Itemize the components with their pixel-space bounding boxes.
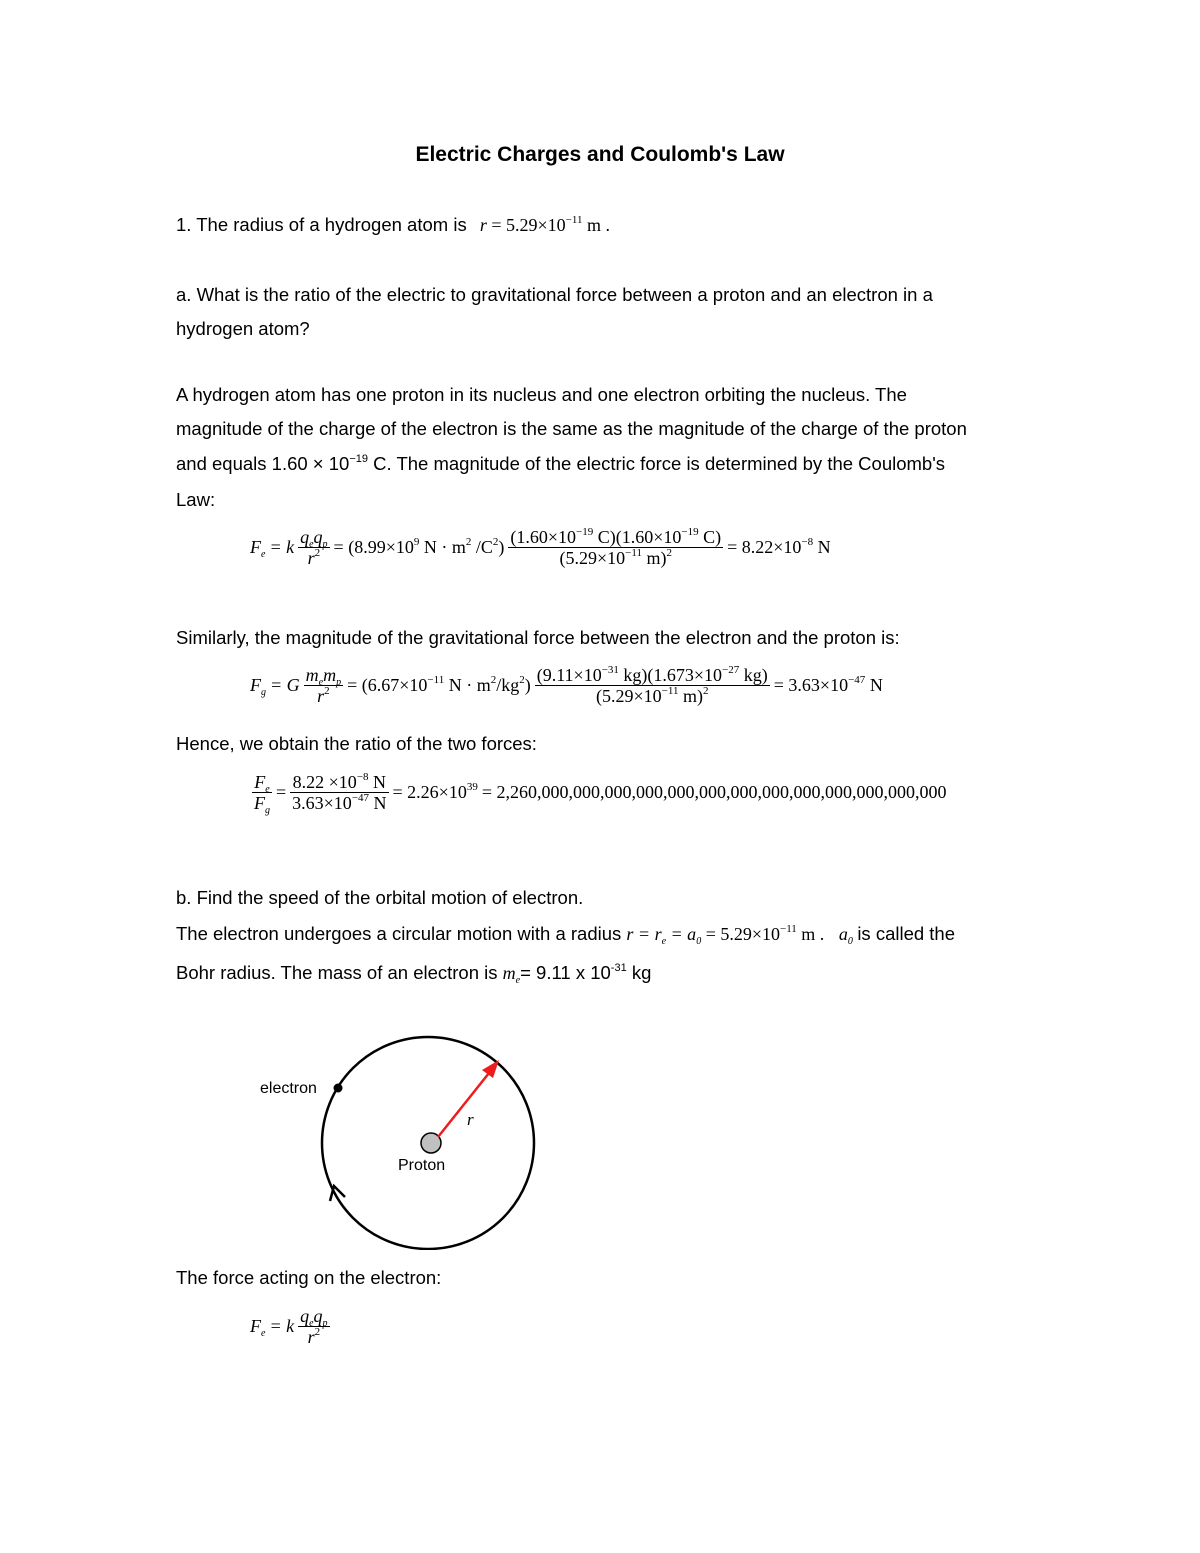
bohr-mass-line: Bohr radius. The mass of an electron is $m_e= 9.11$ x $10^{-31}$ kg [176,962,652,986]
page-title: Electric Charges and Coulomb's Law [415,143,785,166]
bohr-radius-expression: $r = r_e = a_0 = 5.29\times 10^{-11}$ m . $a_0$ [626,923,853,947]
coulomb-equation: $F_e$ = k $\frac{q_eq_p}{r^2}$ = ($8.99\times 10^9$ $N \cdot m^2$ $/C^2$) $\frac{(1.60\times 10^{-19} C)(1.60\times 10^{-19} C)}{(5.29\times 10^{-11} m)^2}$ = $8.22\times 10^{-8}$ N [250,526,831,568]
gravity-equation: $F_g$ = G $\frac{m_em_p}{r^2}$ = ($6.67\times 10^{-11}$ $N \cdot m^2/kg^2$) $\frac{(9.11\times 10^{-31} kg)(1.673\times 10^{-27} kg)}{(5.29\times 10^{-11} m)^2}$ = $3.63\times 10^{-47}$ N [250,664,883,706]
motion-line: The electron undergoes a circular motion with a radius $r = r_e = a_0 = 5.29\times 10^{-11}$ m . $a_0$ is called the [176,923,956,947]
ratio-equation: $\frac{F_e}{F_g}$ = $\frac{8.22 \times 10^{-8} N}{3.63\times 10^{-47} N}$ = $2.26\times 10^{39}$ = 2,260,000,000,000,000,000,000,000,000,000,000,000,000,000 [254,771,947,816]
question-1-intro [176,213,610,237]
part-a-line-2: hydrogen atom? [176,318,310,339]
force-acting-text: The force acting on the electron: [176,1267,442,1288]
coulomb-frac-2: $\frac{(1.60\times 10^{-19} C)(1.60\times 10^{-19} C)}{(5.29\times 10^{-11} m)^2}$ [510,526,722,568]
radius-expression: $r = 5.29\times 10^{-11}$ m . [479,214,610,235]
orbit-diagram [250,1030,550,1250]
intro-text: 1. The radius of a hydrogen atom is [176,214,467,235]
hence-text: Hence, we obtain the ratio of the two forces: [176,733,537,754]
final-equation: $F_e$ = k $\frac{q_eq_p}{r^2}$ [250,1306,328,1347]
gravity-frac-1: $\frac{m_em_p}{r^2}$ [305,665,342,706]
similarly-text: Similarly, the magnitude of the gravitational force between the electron and the proton is: [176,627,900,648]
ratio-long-value: = 2,260,000,000,000,000,000,000,000,000,000,000,000,000,000 [481,782,947,802]
part-a-line-1: a. What is the ratio of the electric to gravitational force between a proton and an electron in a [176,284,933,305]
electron-label: electron [260,1080,317,1097]
radius-arrow [438,1068,493,1137]
final-frac: $\frac{q_eq_p}{r^2}$ [300,1306,328,1347]
paragraph-line-4: Law: [176,489,216,510]
radius-label: r [467,1110,474,1129]
proton-label: Proton [398,1157,446,1174]
ratio-frac-forces: $\frac{F_e}{F_g}$ [254,772,270,816]
paragraph-line-2: magnitude of the charge of the electron is the same as the magnitude of the charge of the proton [176,418,967,439]
ratio-frac-values: $\frac{8.22 \times 10^{-8} N}{3.63\times 10^{-47} N}$ [292,771,387,813]
paragraph-line-3: and equals $1.60 \times 10^{-19}$ C. The magnitude of the electric force is determined by the Coulomb's [176,453,945,474]
radius-arrowhead [482,1060,499,1078]
electron-dot [334,1084,343,1093]
coulomb-frac-1: $\frac{q_eq_p}{r^2}$ [300,527,328,568]
paragraph-line-1: A hydrogen atom has one proton in its nucleus and one electron orbiting the nucleus. The [176,384,907,405]
gravity-frac-2: $\frac{(9.11\times 10^{-31} kg)(1.673\times 10^{-27} kg)}{(5.29\times 10^{-11} m)^2}$ [536,664,768,706]
part-b-text: b. Find the speed of the orbital motion of electron. [176,887,584,908]
